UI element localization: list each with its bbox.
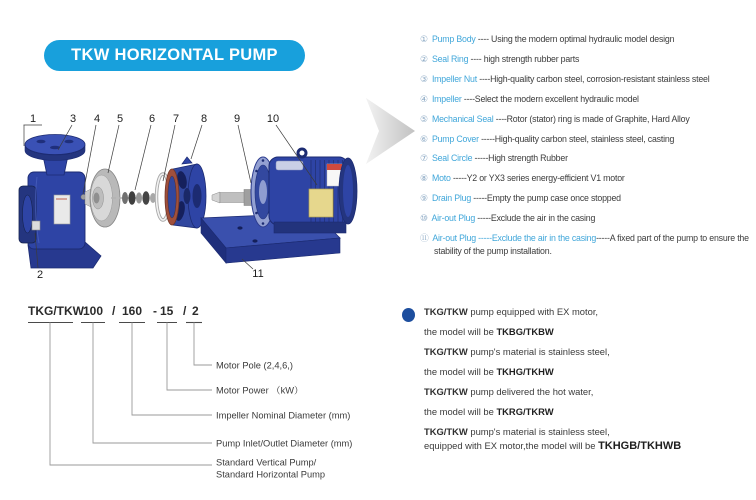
label-motor-pole: Motor Pole (2,4,6,) (216, 360, 293, 371)
item-desc: ----Select the modern excellent hydraulic model (463, 93, 639, 104)
item-desc: -----High strength Rubber (474, 153, 568, 164)
item-desc: -----Exclude the air in the casing (477, 213, 596, 224)
item-name: Seal Circle (431, 153, 473, 164)
item-name: Pump Cover (431, 133, 479, 144)
callout-number-4: 4 (93, 113, 101, 125)
variant-line: the model will be TKRG/TKRW (424, 406, 554, 417)
top-flange (25, 135, 85, 155)
parts-list-item (420, 73, 756, 86)
title-banner (44, 40, 305, 71)
callout-number-7: 7 (172, 113, 180, 125)
item-desc: ---- Using the modern optimal hydraulic model design (477, 34, 675, 44)
model-motor-power: 15 (160, 304, 174, 318)
variant-line: equipped with EX motor,the model will be TKHGB/TKHWB (424, 440, 682, 452)
callout-number-10: 10 (266, 113, 280, 125)
callout-number-1: 1 (29, 113, 37, 125)
item-name: Seal Ring (431, 53, 469, 64)
item-number: ④ (420, 93, 428, 104)
parts-list-item (420, 232, 756, 258)
model-motor-pole: 2 (192, 304, 199, 318)
arrow-right-icon (366, 98, 415, 164)
parts-list-item (420, 152, 756, 165)
page-title: TKW HORIZONTAL PUMP (71, 46, 278, 64)
item-desc: ----Rotor (stator) ring is made of Graphite, Hard Alloy (495, 113, 690, 124)
item-number: ② (420, 53, 428, 64)
variant-lines (424, 306, 681, 460)
model-connectors (50, 323, 212, 466)
label-series-line1: Standard Vertical Pump/ (216, 457, 317, 468)
variant-line: TKG/TKW pump's material is stainless steel, (424, 426, 610, 437)
variant-line: TKG/TKW pump delivered the hot water, (424, 386, 594, 397)
lifting-eye (298, 149, 306, 157)
parts-list-item (420, 172, 756, 185)
item-name: Impeller (431, 93, 462, 104)
pump-cover (165, 157, 206, 228)
variant-line: the model will be TKBG/TKBW (424, 326, 554, 337)
pump-exploded-diagram (15, 85, 425, 290)
item-name: Drain Plug (431, 193, 472, 204)
item-number: ③ (420, 73, 428, 84)
item-desc: -----A fixed part of the pump to ensure the stability of the pump installation. (434, 233, 749, 256)
callout-number-11: 11 (252, 268, 264, 280)
motor-shaft (212, 192, 220, 203)
item-name: Mechanical Seal (431, 113, 494, 124)
model-inlet-diameter: 100 (83, 304, 104, 318)
item-number: ⑤ (420, 113, 428, 124)
item-name: Air-out Plug -----Exclude the air in the casing (432, 233, 597, 244)
drain-plug (32, 221, 40, 230)
item-name: Air-out Plug (431, 213, 476, 224)
label-impeller-diameter: Impeller Nominal Diameter (mm) (216, 410, 351, 421)
parts-list-item (420, 192, 756, 205)
callout-number-5: 5 (116, 113, 124, 125)
callout-number-6: 6 (148, 113, 156, 125)
model-code-diagram (20, 298, 400, 498)
parts-list-item (420, 113, 756, 126)
model-separator: / (183, 304, 187, 318)
parts-list-item (420, 53, 756, 66)
label-motor-power: Motor Power （kW） (216, 385, 304, 396)
variant-line: the model will be TKHG/TKHW (424, 366, 554, 377)
callout-number-9: 9 (233, 113, 241, 125)
item-number: ① (420, 34, 428, 44)
callout-number-8: 8 (200, 113, 208, 125)
item-desc: -----Empty the pump case once stopped (473, 193, 621, 204)
label-inlet-diameter: Pump Inlet/Outlet Diameter (mm) (216, 438, 353, 449)
variant-notes (402, 306, 681, 460)
item-number: ⑨ (420, 193, 428, 204)
bullet-icon (402, 308, 415, 322)
model-separator: / (112, 304, 116, 318)
variant-line: TKG/TKW pump equipped with EX motor, (424, 306, 599, 317)
parts-list (420, 33, 756, 265)
item-number: ⑩ (420, 213, 428, 224)
item-desc: ----High-quality carbon steel, corrosion-resistant stainless steel (479, 73, 710, 84)
parts-list-item (420, 133, 756, 146)
label-series-line2: Standard Horizontal Pump (216, 469, 326, 480)
item-number: ⑧ (420, 173, 428, 184)
item-number: ⑦ (420, 153, 428, 164)
item-name: Pump Body (431, 34, 476, 44)
item-number: ⑪ (420, 233, 429, 244)
item-number: ⑥ (420, 133, 428, 144)
parts-list-item (420, 33, 756, 46)
callout-number-3: 3 (69, 113, 77, 125)
model-series: TKG/TKW (28, 304, 84, 318)
callout-number-2: 2 (36, 269, 44, 281)
item-desc: -----High-quality carbon steel, stainless steel, casting (481, 133, 675, 144)
parts-list-item (420, 93, 756, 106)
item-name: Impeller Nut (431, 73, 477, 84)
variant-line: TKG/TKW pump's material is stainless steel, (424, 346, 610, 357)
item-desc: ---- high strength rubber parts (470, 53, 580, 64)
item-name: Moto (431, 173, 451, 184)
model-separator: - (153, 304, 157, 318)
model-impeller-diameter: 160 (122, 304, 143, 318)
motor-nameplate (309, 189, 333, 217)
parts-list-item (420, 212, 756, 225)
item-desc: -----Y2 or YX3 series energy-efficient V1 motor (452, 173, 625, 184)
